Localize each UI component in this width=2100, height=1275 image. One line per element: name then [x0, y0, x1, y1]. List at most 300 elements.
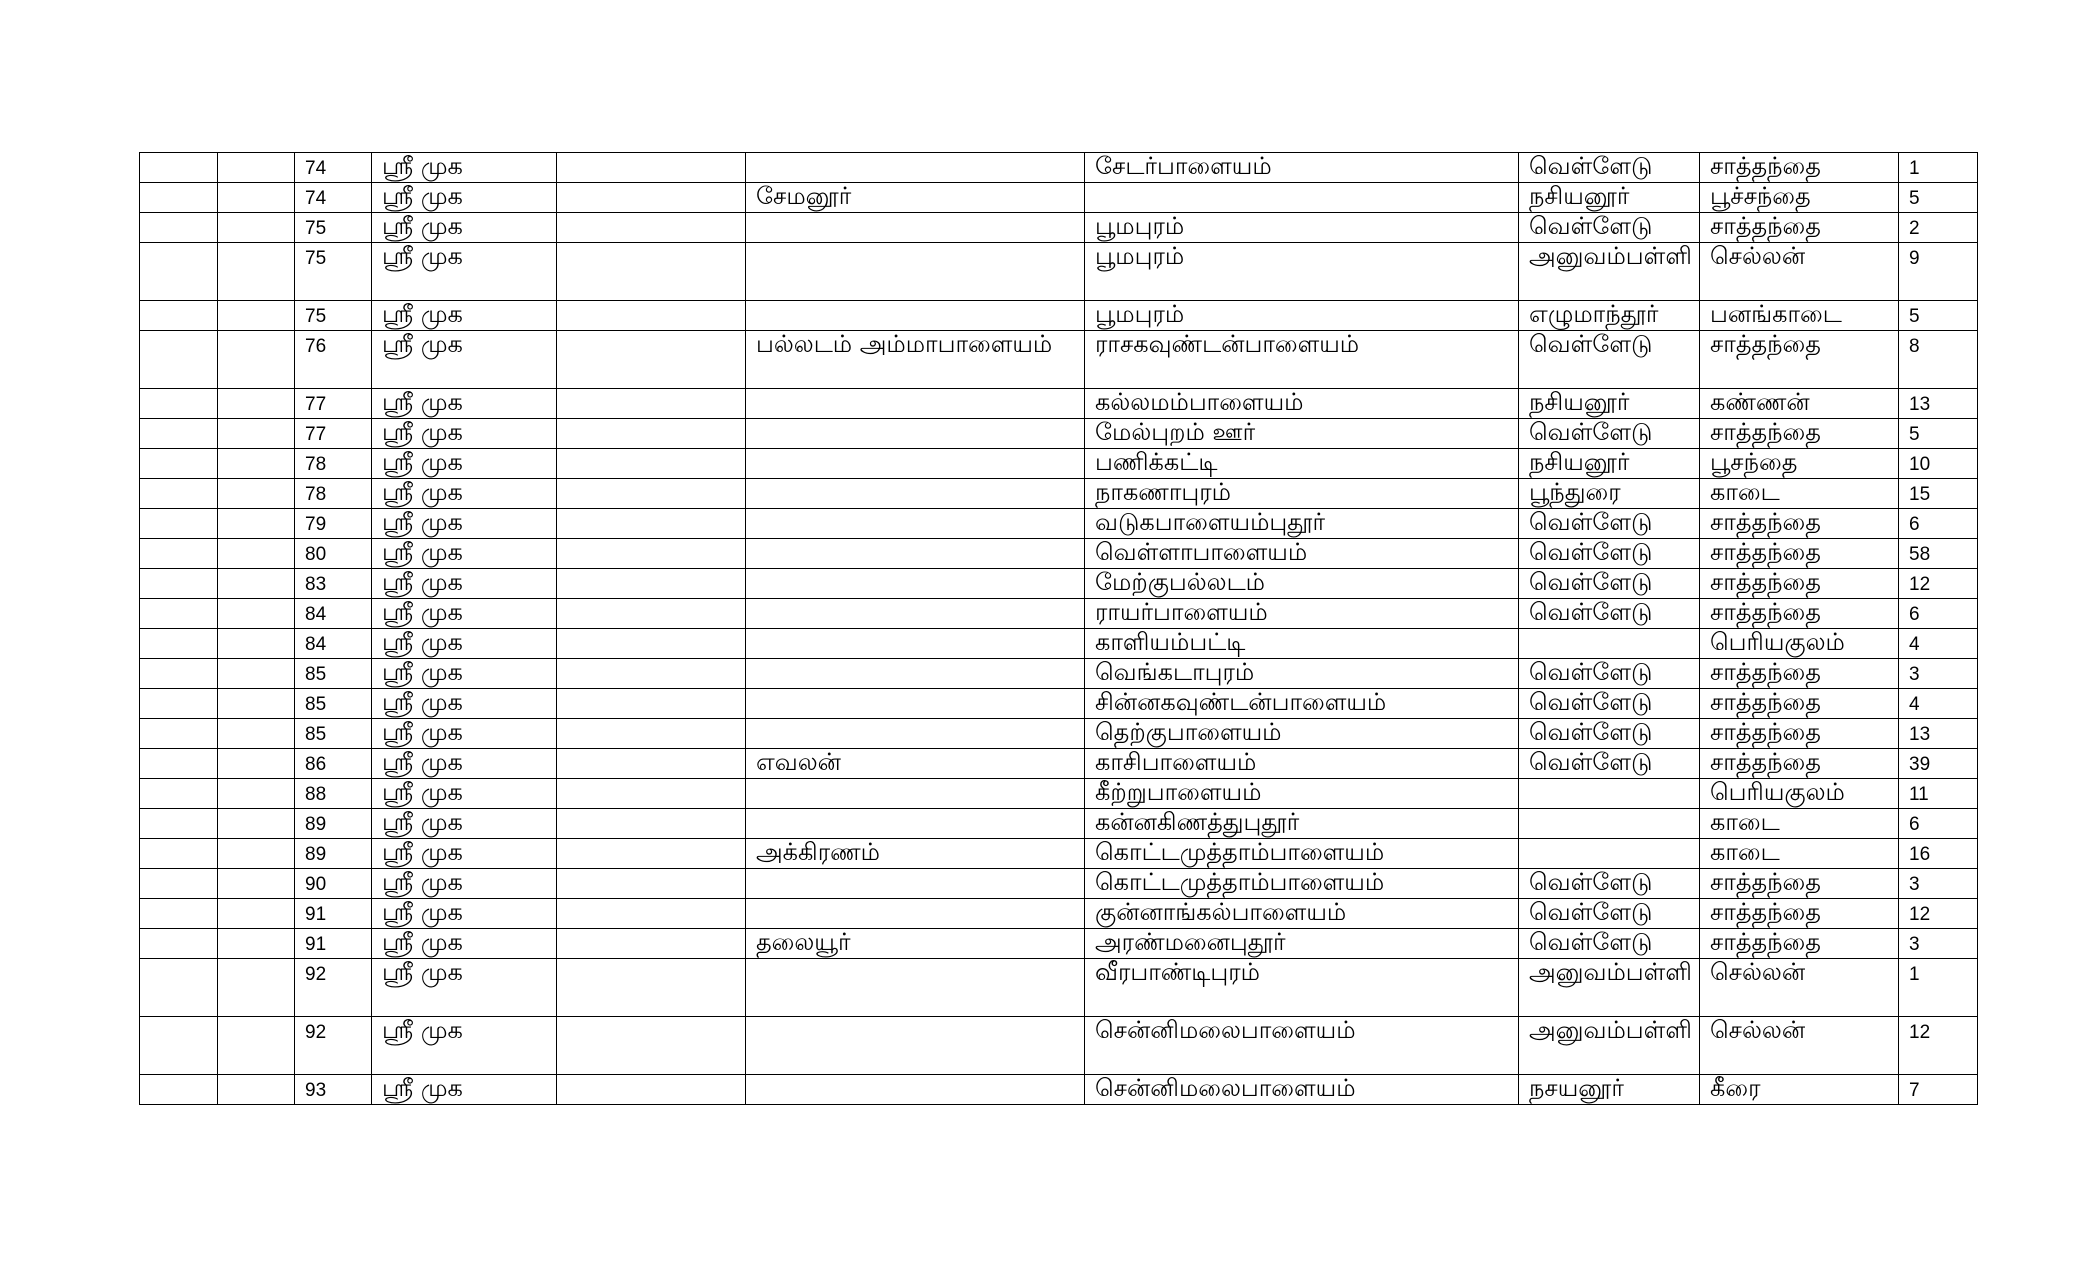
table-row: [140, 929, 1978, 959]
area-cell: வெள்ளேடு: [1519, 153, 1700, 183]
item-cell: செல்லன்: [1700, 1017, 1899, 1075]
table-row: [140, 869, 1978, 899]
item-cell: சாத்தந்தை: [1700, 331, 1899, 389]
item-cell: சாத்தந்தை: [1700, 659, 1899, 689]
blank-cell-1: [140, 389, 218, 419]
count-cell: 4: [1899, 629, 1978, 659]
area-cell: வெள்ளேடு: [1519, 689, 1700, 719]
blank-cell-2: [218, 183, 295, 213]
table-row: [140, 569, 1978, 599]
item-cell: பனங்காடை: [1700, 301, 1899, 331]
count-cell: 16: [1899, 839, 1978, 869]
hamlet-cell: கொட்டமுத்தாம்பாளையம்: [1085, 869, 1519, 899]
hamlet-cell: கொட்டமுத்தாம்பாளையம்: [1085, 839, 1519, 869]
blank-cell-3: [557, 629, 746, 659]
village-cell: [746, 1017, 1085, 1075]
count-cell: 15: [1899, 479, 1978, 509]
blank-cell-2: [218, 749, 295, 779]
blank-cell-1: [140, 929, 218, 959]
table-row: [140, 301, 1978, 331]
blank-cell-2: [218, 331, 295, 389]
blank-cell-1: [140, 569, 218, 599]
sign-cell: ஸ்ரீ முக: [372, 569, 557, 599]
item-cell: சாத்தந்தை: [1700, 419, 1899, 449]
blank-cell-3: [557, 959, 746, 1017]
count-cell: 12: [1899, 569, 1978, 599]
hamlet-cell: காளியம்பட்டி: [1085, 629, 1519, 659]
blank-cell-1: [140, 629, 218, 659]
area-cell: வெள்ளேடு: [1519, 749, 1700, 779]
blank-cell-1: [140, 539, 218, 569]
table-row: [140, 331, 1978, 389]
blank-cell-1: [140, 243, 218, 301]
area-cell: வெள்ளேடு: [1519, 569, 1700, 599]
blank-cell-2: [218, 869, 295, 899]
code-cell: 78: [295, 479, 372, 509]
item-cell: கண்ணன்: [1700, 389, 1899, 419]
area-cell: [1519, 839, 1700, 869]
count-cell: 12: [1899, 1017, 1978, 1075]
village-cell: [746, 419, 1085, 449]
table-row: [140, 779, 1978, 809]
village-cell: [746, 809, 1085, 839]
blank-cell-1: [140, 809, 218, 839]
village-cell: எவலன்: [746, 749, 1085, 779]
blank-cell-2: [218, 689, 295, 719]
blank-cell-1: [140, 749, 218, 779]
item-cell: சாத்தந்தை: [1700, 213, 1899, 243]
hamlet-cell: சேடர்பாளையம்: [1085, 153, 1519, 183]
sign-cell: ஸ்ரீ முக: [372, 929, 557, 959]
item-cell: சாத்தந்தை: [1700, 869, 1899, 899]
sign-cell: ஸ்ரீ முக: [372, 183, 557, 213]
area-cell: நசியனூர்: [1519, 449, 1700, 479]
blank-cell-1: [140, 153, 218, 183]
count-cell: 9: [1899, 243, 1978, 301]
code-cell: 77: [295, 419, 372, 449]
village-cell: [746, 153, 1085, 183]
blank-cell-1: [140, 959, 218, 1017]
hamlet-cell: சென்னிமலைபாளையம்: [1085, 1075, 1519, 1105]
sign-cell: ஸ்ரீ முக: [372, 1075, 557, 1105]
blank-cell-2: [218, 629, 295, 659]
sign-cell: ஸ்ரீ முக: [372, 959, 557, 1017]
count-cell: 4: [1899, 689, 1978, 719]
blank-cell-3: [557, 243, 746, 301]
table-row: [140, 419, 1978, 449]
count-cell: 3: [1899, 929, 1978, 959]
area-cell: வெள்ளேடு: [1519, 929, 1700, 959]
code-cell: 89: [295, 839, 372, 869]
item-cell: சாத்தந்தை: [1700, 599, 1899, 629]
item-cell: சாத்தந்தை: [1700, 509, 1899, 539]
area-cell: வெள்ளேடு: [1519, 509, 1700, 539]
code-cell: 83: [295, 569, 372, 599]
blank-cell-1: [140, 1017, 218, 1075]
table-row: [140, 629, 1978, 659]
code-cell: 91: [295, 899, 372, 929]
village-cell: [746, 509, 1085, 539]
item-cell: சாத்தந்தை: [1700, 539, 1899, 569]
area-cell: வெள்ளேடு: [1519, 719, 1700, 749]
table-row: [140, 899, 1978, 929]
blank-cell-3: [557, 1075, 746, 1105]
records-table: [139, 152, 1978, 1105]
item-cell: செல்லன்: [1700, 243, 1899, 301]
table-row: [140, 809, 1978, 839]
table-row: [140, 749, 1978, 779]
blank-cell-1: [140, 659, 218, 689]
count-cell: 2: [1899, 213, 1978, 243]
blank-cell-3: [557, 689, 746, 719]
blank-cell-1: [140, 331, 218, 389]
area-cell: வெள்ளேடு: [1519, 213, 1700, 243]
blank-cell-1: [140, 1075, 218, 1105]
count-cell: 5: [1899, 183, 1978, 213]
sign-cell: ஸ்ரீ முக: [372, 659, 557, 689]
table-row: [140, 689, 1978, 719]
code-cell: 74: [295, 183, 372, 213]
blank-cell-3: [557, 389, 746, 419]
table-row: [140, 839, 1978, 869]
village-cell: சேமனூர்: [746, 183, 1085, 213]
village-cell: [746, 599, 1085, 629]
sign-cell: ஸ்ரீ முக: [372, 689, 557, 719]
hamlet-cell: பணிக்கட்டி: [1085, 449, 1519, 479]
item-cell: சாத்தந்தை: [1700, 929, 1899, 959]
blank-cell-3: [557, 659, 746, 689]
item-cell: சாத்தந்தை: [1700, 899, 1899, 929]
blank-cell-3: [557, 569, 746, 599]
blank-cell-2: [218, 389, 295, 419]
code-cell: 79: [295, 509, 372, 539]
blank-cell-3: [557, 539, 746, 569]
area-cell: வெள்ளேடு: [1519, 599, 1700, 629]
village-cell: அக்கிரணம்: [746, 839, 1085, 869]
table-row: [140, 1075, 1978, 1105]
blank-cell-3: [557, 869, 746, 899]
hamlet-cell: கல்லமம்பாளையம்: [1085, 389, 1519, 419]
village-cell: [746, 719, 1085, 749]
table-row: [140, 449, 1978, 479]
area-cell: வெள்ளேடு: [1519, 869, 1700, 899]
village-cell: [746, 899, 1085, 929]
table-row: [140, 539, 1978, 569]
blank-cell-2: [218, 213, 295, 243]
code-cell: 78: [295, 449, 372, 479]
code-cell: 85: [295, 689, 372, 719]
sign-cell: ஸ்ரீ முக: [372, 1017, 557, 1075]
item-cell: காடை: [1700, 839, 1899, 869]
table-row: [140, 183, 1978, 213]
count-cell: 7: [1899, 1075, 1978, 1105]
sign-cell: ஸ்ரீ முக: [372, 243, 557, 301]
blank-cell-2: [218, 779, 295, 809]
area-cell: வெள்ளேடு: [1519, 659, 1700, 689]
table-row: [140, 509, 1978, 539]
hamlet-cell: பூமபுரம்: [1085, 301, 1519, 331]
area-cell: அனுவம்பள்ளி: [1519, 959, 1700, 1017]
village-cell: [746, 479, 1085, 509]
sign-cell: ஸ்ரீ முக: [372, 839, 557, 869]
count-cell: 13: [1899, 719, 1978, 749]
area-cell: வெள்ளேடு: [1519, 539, 1700, 569]
village-cell: [746, 301, 1085, 331]
count-cell: 8: [1899, 331, 1978, 389]
code-cell: 85: [295, 659, 372, 689]
blank-cell-3: [557, 509, 746, 539]
blank-cell-2: [218, 929, 295, 959]
hamlet-cell: வீரபாண்டிபுரம்: [1085, 959, 1519, 1017]
area-cell: நசயனூர்: [1519, 1075, 1700, 1105]
area-cell: வெள்ளேடு: [1519, 331, 1700, 389]
item-cell: காடை: [1700, 809, 1899, 839]
blank-cell-3: [557, 479, 746, 509]
hamlet-cell: வடுகபாளையம்புதூர்: [1085, 509, 1519, 539]
count-cell: 5: [1899, 419, 1978, 449]
blank-cell-3: [557, 719, 746, 749]
code-cell: 84: [295, 599, 372, 629]
blank-cell-2: [218, 899, 295, 929]
blank-cell-3: [557, 183, 746, 213]
blank-cell-2: [218, 659, 295, 689]
sign-cell: ஸ்ரீ முக: [372, 301, 557, 331]
blank-cell-3: [557, 929, 746, 959]
code-cell: 80: [295, 539, 372, 569]
blank-cell-2: [218, 449, 295, 479]
item-cell: சாத்தந்தை: [1700, 569, 1899, 599]
count-cell: 3: [1899, 869, 1978, 899]
village-cell: [746, 869, 1085, 899]
area-cell: அனுவம்பள்ளி: [1519, 1017, 1700, 1075]
code-cell: 76: [295, 331, 372, 389]
item-cell: காடை: [1700, 479, 1899, 509]
hamlet-cell: தெற்குபாளையம்: [1085, 719, 1519, 749]
blank-cell-1: [140, 183, 218, 213]
area-cell: வெள்ளேடு: [1519, 899, 1700, 929]
village-cell: [746, 213, 1085, 243]
count-cell: 13: [1899, 389, 1978, 419]
blank-cell-3: [557, 301, 746, 331]
blank-cell-3: [557, 331, 746, 389]
table-row: [140, 1017, 1978, 1075]
blank-cell-3: [557, 779, 746, 809]
sign-cell: ஸ்ரீ முக: [372, 869, 557, 899]
blank-cell-1: [140, 689, 218, 719]
item-cell: சாத்தந்தை: [1700, 689, 1899, 719]
hamlet-cell: பூமபுரம்: [1085, 243, 1519, 301]
blank-cell-1: [140, 719, 218, 749]
table-row: [140, 719, 1978, 749]
village-cell: [746, 629, 1085, 659]
hamlet-cell: அரண்மனைபுதூர்: [1085, 929, 1519, 959]
village-cell: [746, 1075, 1085, 1105]
sign-cell: ஸ்ரீ முக: [372, 779, 557, 809]
area-cell: வெள்ளேடு: [1519, 419, 1700, 449]
count-cell: 11: [1899, 779, 1978, 809]
blank-cell-2: [218, 569, 295, 599]
table-row: [140, 959, 1978, 1017]
blank-cell-2: [218, 301, 295, 331]
table-row: [140, 479, 1978, 509]
sign-cell: ஸ்ரீ முக: [372, 629, 557, 659]
hamlet-cell: மேல்புறம் ஊர்: [1085, 419, 1519, 449]
item-cell: சாத்தந்தை: [1700, 749, 1899, 779]
sign-cell: ஸ்ரீ முக: [372, 599, 557, 629]
village-cell: [746, 449, 1085, 479]
blank-cell-2: [218, 959, 295, 1017]
village-cell: [746, 539, 1085, 569]
blank-cell-1: [140, 301, 218, 331]
hamlet-cell: வெள்ளாபாளையம்: [1085, 539, 1519, 569]
hamlet-cell: வெங்கடாபுரம்: [1085, 659, 1519, 689]
blank-cell-2: [218, 599, 295, 629]
sign-cell: ஸ்ரீ முக: [372, 749, 557, 779]
area-cell: பூந்துரை: [1519, 479, 1700, 509]
table-row: [140, 389, 1978, 419]
count-cell: 6: [1899, 509, 1978, 539]
village-cell: [746, 689, 1085, 719]
area-cell: [1519, 779, 1700, 809]
sign-cell: ஸ்ரீ முக: [372, 419, 557, 449]
blank-cell-3: [557, 809, 746, 839]
table-row: [140, 659, 1978, 689]
area-cell: நசியனூர்: [1519, 389, 1700, 419]
blank-cell-2: [218, 1075, 295, 1105]
count-cell: 39: [1899, 749, 1978, 779]
village-cell: பல்லடம் அம்மாபாளையம்: [746, 331, 1085, 389]
sign-cell: ஸ்ரீ முக: [372, 719, 557, 749]
blank-cell-2: [218, 1017, 295, 1075]
blank-cell-1: [140, 479, 218, 509]
code-cell: 75: [295, 243, 372, 301]
blank-cell-3: [557, 599, 746, 629]
blank-cell-2: [218, 719, 295, 749]
code-cell: 84: [295, 629, 372, 659]
hamlet-cell: நாகணாபுரம்: [1085, 479, 1519, 509]
blank-cell-2: [218, 539, 295, 569]
hamlet-cell: குன்னாங்கல்பாளையம்: [1085, 899, 1519, 929]
hamlet-cell: காசிபாளையம்: [1085, 749, 1519, 779]
blank-cell-3: [557, 213, 746, 243]
table-row: [140, 599, 1978, 629]
hamlet-cell: கீற்றுபாளையம்: [1085, 779, 1519, 809]
table-row: [140, 153, 1978, 183]
count-cell: 5: [1899, 301, 1978, 331]
blank-cell-2: [218, 509, 295, 539]
code-cell: 86: [295, 749, 372, 779]
code-cell: 91: [295, 929, 372, 959]
village-cell: [746, 959, 1085, 1017]
blank-cell-1: [140, 509, 218, 539]
code-cell: 92: [295, 1017, 372, 1075]
count-cell: 1: [1899, 153, 1978, 183]
code-cell: 88: [295, 779, 372, 809]
blank-cell-2: [218, 243, 295, 301]
hamlet-cell: [1085, 183, 1519, 213]
count-cell: 6: [1899, 809, 1978, 839]
blank-cell-3: [557, 449, 746, 479]
sign-cell: ஸ்ரீ முக: [372, 809, 557, 839]
blank-cell-1: [140, 779, 218, 809]
blank-cell-2: [218, 479, 295, 509]
blank-cell-2: [218, 419, 295, 449]
area-cell: எழுமாந்தூர்: [1519, 301, 1700, 331]
hamlet-cell: சின்னகவுண்டன்பாளையம்: [1085, 689, 1519, 719]
code-cell: 75: [295, 301, 372, 331]
blank-cell-3: [557, 899, 746, 929]
item-cell: பூச்சந்தை: [1700, 183, 1899, 213]
code-cell: 75: [295, 213, 372, 243]
sign-cell: ஸ்ரீ முக: [372, 509, 557, 539]
item-cell: கீரை: [1700, 1075, 1899, 1105]
hamlet-cell: கன்னகிணத்துபுதூர்: [1085, 809, 1519, 839]
village-cell: [746, 659, 1085, 689]
count-cell: 3: [1899, 659, 1978, 689]
count-cell: 6: [1899, 599, 1978, 629]
hamlet-cell: பூமபுரம்: [1085, 213, 1519, 243]
blank-cell-1: [140, 839, 218, 869]
hamlet-cell: மேற்குபல்லடம்: [1085, 569, 1519, 599]
item-cell: பெரியகுலம்: [1700, 629, 1899, 659]
item-cell: பூசந்தை: [1700, 449, 1899, 479]
blank-cell-1: [140, 213, 218, 243]
sign-cell: ஸ்ரீ முக: [372, 449, 557, 479]
code-cell: 77: [295, 389, 372, 419]
village-cell: [746, 243, 1085, 301]
item-cell: சாத்தந்தை: [1700, 153, 1899, 183]
sign-cell: ஸ்ரீ முக: [372, 331, 557, 389]
code-cell: 89: [295, 809, 372, 839]
item-cell: பெரியகுலம்: [1700, 779, 1899, 809]
sign-cell: ஸ்ரீ முக: [372, 213, 557, 243]
sign-cell: ஸ்ரீ முக: [372, 479, 557, 509]
code-cell: 85: [295, 719, 372, 749]
blank-cell-2: [218, 809, 295, 839]
count-cell: 1: [1899, 959, 1978, 1017]
area-cell: [1519, 809, 1700, 839]
item-cell: சாத்தந்தை: [1700, 719, 1899, 749]
village-cell: [746, 779, 1085, 809]
village-cell: [746, 569, 1085, 599]
blank-cell-3: [557, 153, 746, 183]
hamlet-cell: சென்னிமலைபாளையம்: [1085, 1017, 1519, 1075]
sign-cell: ஸ்ரீ முக: [372, 899, 557, 929]
village-cell: தலையூர்: [746, 929, 1085, 959]
blank-cell-1: [140, 449, 218, 479]
blank-cell-3: [557, 419, 746, 449]
blank-cell-3: [557, 839, 746, 869]
area-cell: நசியனூர்: [1519, 183, 1700, 213]
blank-cell-1: [140, 599, 218, 629]
hamlet-cell: ராசகவுண்டன்பாளையம்: [1085, 331, 1519, 389]
hamlet-cell: ராயர்பாளையம்: [1085, 599, 1519, 629]
count-cell: 58: [1899, 539, 1978, 569]
count-cell: 10: [1899, 449, 1978, 479]
blank-cell-3: [557, 1017, 746, 1075]
blank-cell-2: [218, 839, 295, 869]
blank-cell-2: [218, 153, 295, 183]
blank-cell-3: [557, 749, 746, 779]
area-cell: அனுவம்பள்ளி: [1519, 243, 1700, 301]
village-cell: [746, 389, 1085, 419]
code-cell: 90: [295, 869, 372, 899]
blank-cell-1: [140, 869, 218, 899]
count-cell: 12: [1899, 899, 1978, 929]
code-cell: 93: [295, 1075, 372, 1105]
sign-cell: ஸ்ரீ முக: [372, 153, 557, 183]
blank-cell-1: [140, 899, 218, 929]
